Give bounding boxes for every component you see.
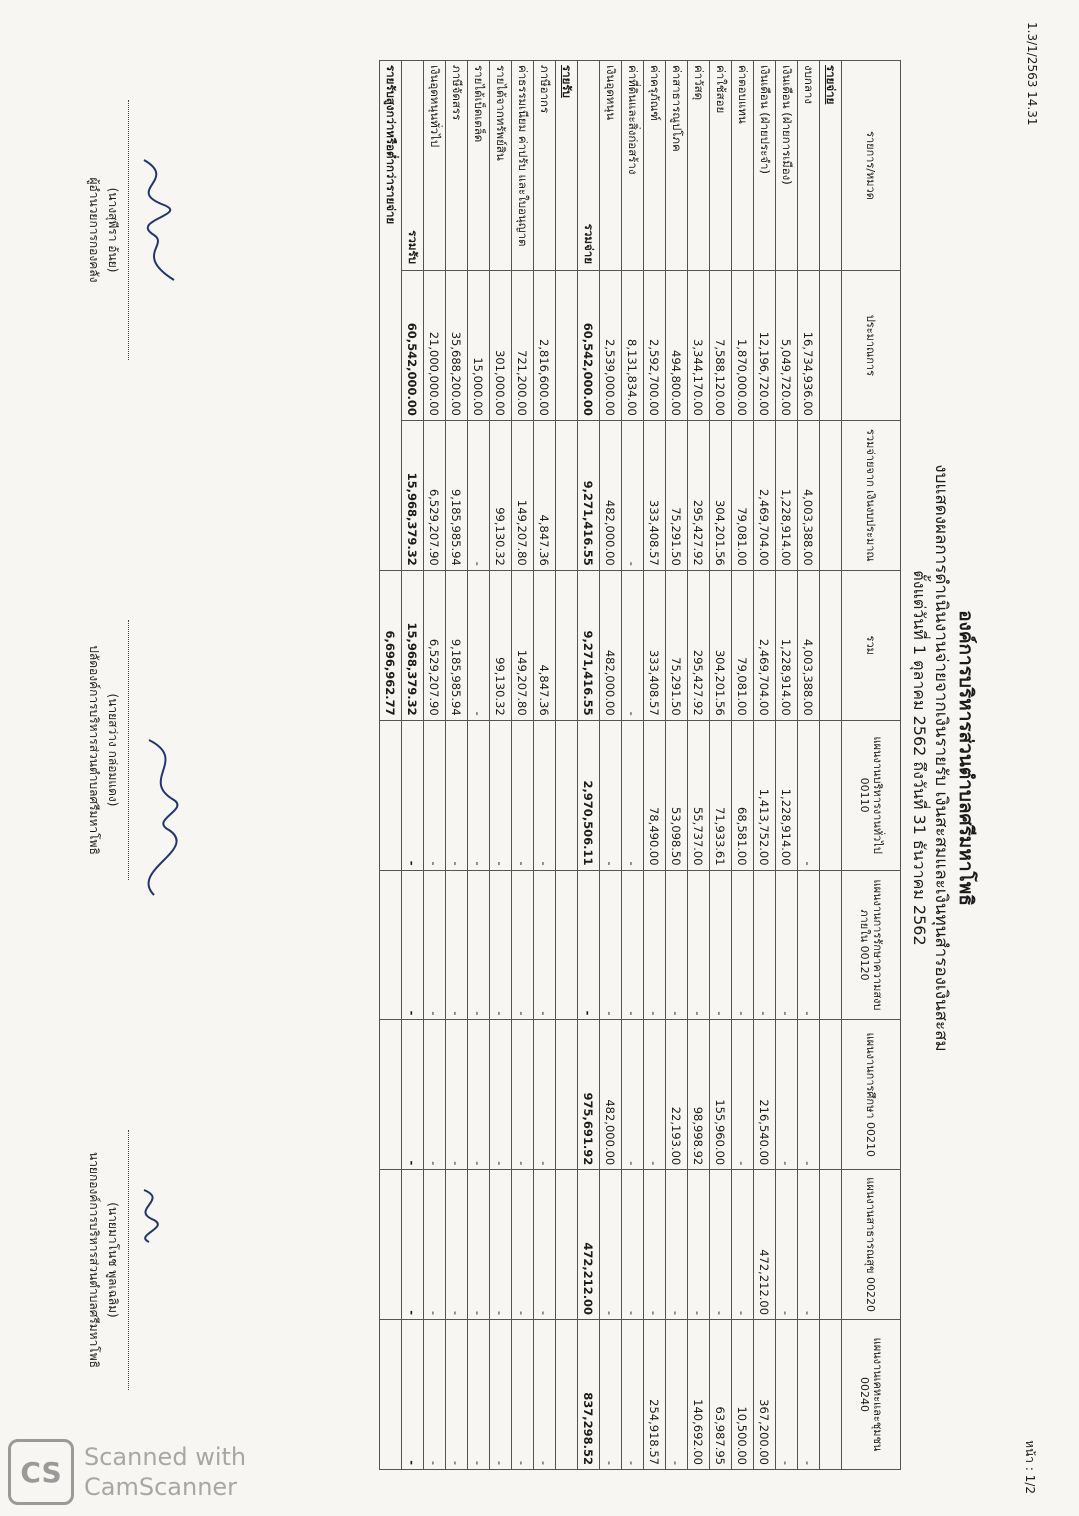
table-cell: 295,427.92 bbox=[688, 420, 710, 570]
signature-block-2 bbox=[84, 620, 159, 880]
row-label: ภาษีจัดสรร bbox=[446, 61, 468, 271]
signature-block-3 bbox=[84, 1130, 159, 1390]
signature-line bbox=[128, 100, 159, 360]
table-row bbox=[512, 61, 534, 1470]
table-cell bbox=[556, 720, 578, 870]
table-cell: 140,692.00 bbox=[688, 1320, 710, 1470]
table-cell: - bbox=[490, 1020, 512, 1170]
table-cell: - bbox=[644, 1020, 666, 1170]
column-header: รวม bbox=[842, 570, 901, 720]
table-cell: - bbox=[776, 1020, 798, 1170]
table-cell: - bbox=[468, 870, 490, 1020]
table-cell bbox=[820, 1320, 842, 1470]
table-cell: - bbox=[666, 870, 688, 1020]
table-cell: - bbox=[666, 1320, 688, 1470]
table-cell: 2,539,000.00 bbox=[600, 270, 622, 420]
table-cell: 304,201.56 bbox=[710, 420, 732, 570]
table-row bbox=[446, 61, 468, 1470]
table-cell: - bbox=[490, 1320, 512, 1470]
table-cell: - bbox=[798, 720, 820, 870]
report-title: งบแสดงผลการดำเนินงานจ่ายจากเงินรายรับ เงินสะสมและเงินทุนสำรองเงินสะสม bbox=[931, 464, 951, 1052]
table-cell: 60,542,000.00 bbox=[578, 270, 600, 420]
table-cell: - bbox=[644, 870, 666, 1020]
table-cell: - bbox=[534, 870, 556, 1020]
table-row bbox=[600, 61, 622, 1470]
table-cell: - bbox=[402, 1170, 424, 1320]
table-cell: 63,987.95 bbox=[710, 1320, 732, 1470]
table-cell: - bbox=[424, 1320, 446, 1470]
row-label: เงินอุดหนุนทั่วไป bbox=[424, 61, 446, 271]
table-cell: 4,847.36 bbox=[534, 570, 556, 720]
row-label: รายได้จากทรัพย์สิน bbox=[490, 61, 512, 271]
table-cell: 721,200.00 bbox=[512, 270, 534, 420]
table-cell: 149,207.80 bbox=[512, 420, 534, 570]
table-cell: - bbox=[424, 1170, 446, 1320]
table-cell bbox=[380, 870, 402, 1020]
table-cell: 482,000.00 bbox=[600, 570, 622, 720]
signer-name: (นางสุพีรา อ้นย) bbox=[106, 187, 120, 273]
table-row bbox=[534, 61, 556, 1470]
table-row bbox=[710, 61, 732, 1470]
table-cell: 9,185,985.94 bbox=[446, 420, 468, 570]
table-cell: - bbox=[622, 420, 644, 570]
table-cell: - bbox=[798, 1020, 820, 1170]
table-cell: 5,049,720.00 bbox=[776, 270, 798, 420]
table-cell: - bbox=[754, 870, 776, 1020]
table-cell: - bbox=[468, 1320, 490, 1470]
table-cell: 55,737.00 bbox=[688, 720, 710, 870]
table-row bbox=[490, 61, 512, 1470]
table-cell: - bbox=[424, 1020, 446, 1170]
table-cell: 2,469,704.00 bbox=[754, 420, 776, 570]
table-cell: - bbox=[600, 1320, 622, 1470]
table-cell: - bbox=[578, 870, 600, 1020]
table-cell: - bbox=[798, 870, 820, 1020]
column-header: ประมาณการ bbox=[842, 270, 901, 420]
table-cell bbox=[380, 720, 402, 870]
table-row bbox=[622, 61, 644, 1470]
table-cell: - bbox=[644, 1170, 666, 1320]
table-cell bbox=[820, 720, 842, 870]
table-cell: 4,003,388.00 bbox=[798, 570, 820, 720]
table-cell: - bbox=[600, 1170, 622, 1320]
financial-table bbox=[379, 60, 901, 1470]
table-cell: - bbox=[424, 720, 446, 870]
table-cell: 1,413,752.00 bbox=[754, 720, 776, 870]
table-cell: - bbox=[490, 1170, 512, 1320]
camscanner-watermark bbox=[8, 1437, 268, 1507]
table-cell: 6,529,207.90 bbox=[424, 570, 446, 720]
column-header: แผนงานสาธารณสุข 00220 bbox=[842, 1170, 901, 1320]
column-header: รายการ/หมวด bbox=[842, 61, 901, 271]
table-cell: - bbox=[622, 1020, 644, 1170]
column-header: แผนงานบริหารงานทั่วไป 00110 bbox=[842, 720, 901, 870]
signature-line bbox=[128, 1130, 159, 1390]
row-label: เงินอุดหนุน bbox=[600, 61, 622, 271]
row-label: ค่าที่ดินและสิ่งก่อสร้าง bbox=[622, 61, 644, 271]
table-cell bbox=[380, 1320, 402, 1470]
table-cell bbox=[556, 1170, 578, 1320]
table-cell: 472,212.00 bbox=[578, 1170, 600, 1320]
signer-title: ผู้อำนวยการกองคลัง bbox=[87, 177, 101, 283]
table-cell: 1,228,914.00 bbox=[776, 420, 798, 570]
table-cell: - bbox=[468, 720, 490, 870]
table-cell: 7,588,120.00 bbox=[710, 270, 732, 420]
balance-label: รายรับสูงกว่าหรือต่ำกว่ารายจ่าย bbox=[380, 61, 402, 571]
table-cell: - bbox=[512, 720, 534, 870]
row-label: ค่าครุภัณฑ์ bbox=[644, 61, 666, 271]
table-cell: - bbox=[710, 1170, 732, 1320]
table-header-row bbox=[842, 61, 901, 1470]
table-cell: 22,193.00 bbox=[666, 1020, 688, 1170]
table-cell bbox=[820, 870, 842, 1020]
table-cell: 12,196,720.00 bbox=[754, 270, 776, 420]
table-cell: - bbox=[468, 570, 490, 720]
row-label: เงินเดือน (ฝ่ายประจำ) bbox=[754, 61, 776, 271]
signer-name: (นายสว่าง กล่อมแดง) bbox=[106, 693, 120, 807]
table-cell: - bbox=[534, 1170, 556, 1320]
table-cell: 78,490.00 bbox=[644, 720, 666, 870]
table-row bbox=[644, 61, 666, 1470]
section-income-row bbox=[556, 61, 578, 1470]
row-label: รายได้เบ็ดเตล็ด bbox=[468, 61, 490, 271]
row-label: รายจ่าย bbox=[820, 61, 842, 271]
table-cell: - bbox=[446, 1320, 468, 1470]
table-cell: - bbox=[446, 870, 468, 1020]
table-cell: 99,130.32 bbox=[490, 420, 512, 570]
table-cell: - bbox=[666, 1170, 688, 1320]
column-header: แผนงานการศึกษา 00210 bbox=[842, 1020, 901, 1170]
table-cell: 9,271,416.55 bbox=[578, 570, 600, 720]
camscanner-logo: CS bbox=[8, 1439, 74, 1505]
report-period: ตั้งแต่วันที่ 1 ตุลาคม 2562 ถึงวันที่ 31 ธันวาคม 2562 bbox=[910, 570, 929, 946]
table-cell bbox=[380, 1170, 402, 1320]
section-expense-row bbox=[820, 61, 842, 1470]
table-cell: 9,185,985.94 bbox=[446, 570, 468, 720]
table-row bbox=[776, 61, 798, 1470]
table-row bbox=[798, 61, 820, 1470]
column-header: รวมจ่ายจาก เงินงบประมาณ bbox=[842, 420, 901, 570]
table-cell bbox=[556, 420, 578, 570]
column-header: แผนงานการรักษาความสงบภายใน 00120 bbox=[842, 870, 901, 1020]
table-cell: 295,427.92 bbox=[688, 570, 710, 720]
table-cell: - bbox=[622, 870, 644, 1020]
table-cell: - bbox=[688, 870, 710, 1020]
table-cell: - bbox=[402, 870, 424, 1020]
table-cell: - bbox=[512, 1020, 534, 1170]
table-cell: 482,000.00 bbox=[600, 1020, 622, 1170]
table-cell: 15,968,379.32 bbox=[402, 570, 424, 720]
table-cell: - bbox=[446, 1020, 468, 1170]
table-cell: - bbox=[446, 1170, 468, 1320]
table-cell: 837,298.52 bbox=[578, 1320, 600, 1470]
table-cell: 367,200.00 bbox=[754, 1320, 776, 1470]
expense-total-row bbox=[578, 61, 600, 1470]
row-label: ค่าธรรมเนียม ค่าปรับ และใบอนุญาต bbox=[512, 61, 534, 271]
table-cell bbox=[820, 270, 842, 420]
table-cell: 216,540.00 bbox=[754, 1020, 776, 1170]
table-cell: - bbox=[776, 870, 798, 1020]
table-cell: 2,816,600.00 bbox=[534, 270, 556, 420]
table-cell: - bbox=[468, 1170, 490, 1320]
table-cell: 15,968,379.32 bbox=[402, 420, 424, 570]
table-cell: 21,000,000.00 bbox=[424, 270, 446, 420]
row-label: งบกลาง bbox=[798, 61, 820, 271]
table-cell: 79,081.00 bbox=[732, 420, 754, 570]
table-cell: 254,918.57 bbox=[644, 1320, 666, 1470]
table-cell: 16,734,936.00 bbox=[798, 270, 820, 420]
table-cell: - bbox=[732, 1020, 754, 1170]
table-row bbox=[732, 61, 754, 1470]
table-cell: 75,291.50 bbox=[666, 570, 688, 720]
column-header: แผนงานเคหะและชุมชน 00240 bbox=[842, 1320, 901, 1470]
table-cell: - bbox=[776, 1170, 798, 1320]
signature-line bbox=[128, 620, 159, 880]
table-cell: 975,691.92 bbox=[578, 1020, 600, 1170]
table-cell: - bbox=[622, 1170, 644, 1320]
table-cell: - bbox=[512, 1170, 534, 1320]
table-cell: - bbox=[776, 1320, 798, 1470]
table-cell: - bbox=[710, 870, 732, 1020]
table-cell: 15,000.00 bbox=[468, 270, 490, 420]
table-cell: 304,201.56 bbox=[710, 570, 732, 720]
table-cell: - bbox=[622, 720, 644, 870]
print-timestamp: 1.3/1/2563 14.31 bbox=[1025, 22, 1039, 126]
table-cell: 1,228,914.00 bbox=[776, 720, 798, 870]
table-cell: - bbox=[622, 1320, 644, 1470]
table-cell bbox=[820, 570, 842, 720]
table-cell: - bbox=[402, 720, 424, 870]
table-cell: 68,581.00 bbox=[732, 720, 754, 870]
row-label: ค่าสาธารณูปโภค bbox=[666, 61, 688, 271]
signer-title: ปลัดองค์การบริหารส่วนตำบลศรีมหาโพธิ bbox=[87, 645, 101, 855]
table-cell: - bbox=[490, 870, 512, 1020]
table-cell: - bbox=[490, 720, 512, 870]
table-cell: 155,960.00 bbox=[710, 1020, 732, 1170]
table-cell: - bbox=[534, 720, 556, 870]
table-cell: - bbox=[446, 720, 468, 870]
table-cell: - bbox=[688, 1170, 710, 1320]
table-row bbox=[468, 61, 490, 1470]
table-cell: 9,271,416.55 bbox=[578, 420, 600, 570]
table-cell: - bbox=[468, 1020, 490, 1170]
table-cell: 482,000.00 bbox=[600, 420, 622, 570]
table-body bbox=[380, 61, 842, 1470]
row-label: ค่าวัสดุ bbox=[688, 61, 710, 271]
table-cell: 71,933.61 bbox=[710, 720, 732, 870]
table-cell bbox=[556, 1020, 578, 1170]
table-cell: 60,542,000.00 bbox=[402, 270, 424, 420]
table-cell: 6,529,207.90 bbox=[424, 420, 446, 570]
table-cell bbox=[820, 1170, 842, 1320]
table-cell: - bbox=[798, 1320, 820, 1470]
table-cell: 1,228,914.00 bbox=[776, 570, 798, 720]
table-cell: - bbox=[534, 1320, 556, 1470]
table-cell: 472,212.00 bbox=[754, 1170, 776, 1320]
table-cell: 8,131,834.00 bbox=[622, 270, 644, 420]
signer-name: (นายมาโนช พูลเฉลิม) bbox=[106, 1202, 120, 1318]
table-cell bbox=[820, 1020, 842, 1170]
table-cell: - bbox=[622, 570, 644, 720]
table-row bbox=[688, 61, 710, 1470]
balance-value: 6,696,962.77 bbox=[380, 570, 402, 720]
table-cell: - bbox=[600, 870, 622, 1020]
table-cell: 98,998.92 bbox=[688, 1020, 710, 1170]
watermark-line-1: Scanned with bbox=[84, 1443, 247, 1471]
watermark-text bbox=[84, 1442, 246, 1502]
table-cell: 53,098.50 bbox=[666, 720, 688, 870]
table-cell bbox=[556, 270, 578, 420]
income-total-row bbox=[402, 61, 424, 1470]
row-label: ภาษีอากร bbox=[534, 61, 556, 271]
row-label: ค่าตอบแทน bbox=[732, 61, 754, 271]
table-cell: 2,469,704.00 bbox=[754, 570, 776, 720]
table-cell: 99,130.32 bbox=[490, 570, 512, 720]
org-title: องค์การบริหารส่วนตำบลศรีมหาโพธิ bbox=[955, 610, 977, 906]
table-cell bbox=[556, 1320, 578, 1470]
table-cell: 301,000.00 bbox=[490, 270, 512, 420]
page-number: หน้า : 1/2 bbox=[1023, 1440, 1037, 1494]
table-cell: - bbox=[512, 1320, 534, 1470]
table-cell bbox=[820, 420, 842, 570]
table-row bbox=[754, 61, 776, 1470]
table-cell bbox=[556, 570, 578, 720]
table-cell: 2,592,700.00 bbox=[644, 270, 666, 420]
watermark-line-2: CamScanner bbox=[84, 1473, 238, 1501]
row-label: รวมรับ bbox=[402, 61, 424, 271]
balance-row bbox=[380, 61, 402, 1470]
table-cell: 2,970,506.11 bbox=[578, 720, 600, 870]
table-cell: 149,207.80 bbox=[512, 570, 534, 720]
table-cell: - bbox=[732, 870, 754, 1020]
table-cell: 1,870,000.00 bbox=[732, 270, 754, 420]
table-cell: 75,291.50 bbox=[666, 420, 688, 570]
table-cell: - bbox=[798, 1170, 820, 1320]
table-cell bbox=[380, 1020, 402, 1170]
table-cell: 35,688,200.00 bbox=[446, 270, 468, 420]
signature-block-1 bbox=[84, 100, 159, 360]
table-cell: 333,408.57 bbox=[644, 570, 666, 720]
table-cell: - bbox=[468, 420, 490, 570]
table-cell: - bbox=[600, 720, 622, 870]
table-cell: 494,800.00 bbox=[666, 270, 688, 420]
table-cell: - bbox=[402, 1020, 424, 1170]
table-cell: 333,408.57 bbox=[644, 420, 666, 570]
table-cell: - bbox=[402, 1320, 424, 1470]
row-label: รวมจ่าย bbox=[578, 61, 600, 271]
table-cell: 4,847.36 bbox=[534, 420, 556, 570]
table-row bbox=[424, 61, 446, 1470]
table-cell: 79,081.00 bbox=[732, 570, 754, 720]
table-cell: - bbox=[512, 870, 534, 1020]
table-cell: 10,500.00 bbox=[732, 1320, 754, 1470]
table-cell: - bbox=[534, 1020, 556, 1170]
table-cell bbox=[556, 870, 578, 1020]
row-label: รายรับ bbox=[556, 61, 578, 271]
row-label: เงินเดือน (ฝ่ายการเมือง) bbox=[776, 61, 798, 271]
table-cell: - bbox=[424, 870, 446, 1020]
row-label: ค่าใช้สอย bbox=[710, 61, 732, 271]
table-cell: 4,003,388.00 bbox=[798, 420, 820, 570]
table-row bbox=[666, 61, 688, 1470]
table-cell: 3,344,170.00 bbox=[688, 270, 710, 420]
signer-title: นายกองค์การบริหารส่วนตำบลศรีมหาโพธิ bbox=[87, 1151, 101, 1368]
table-cell: - bbox=[732, 1170, 754, 1320]
